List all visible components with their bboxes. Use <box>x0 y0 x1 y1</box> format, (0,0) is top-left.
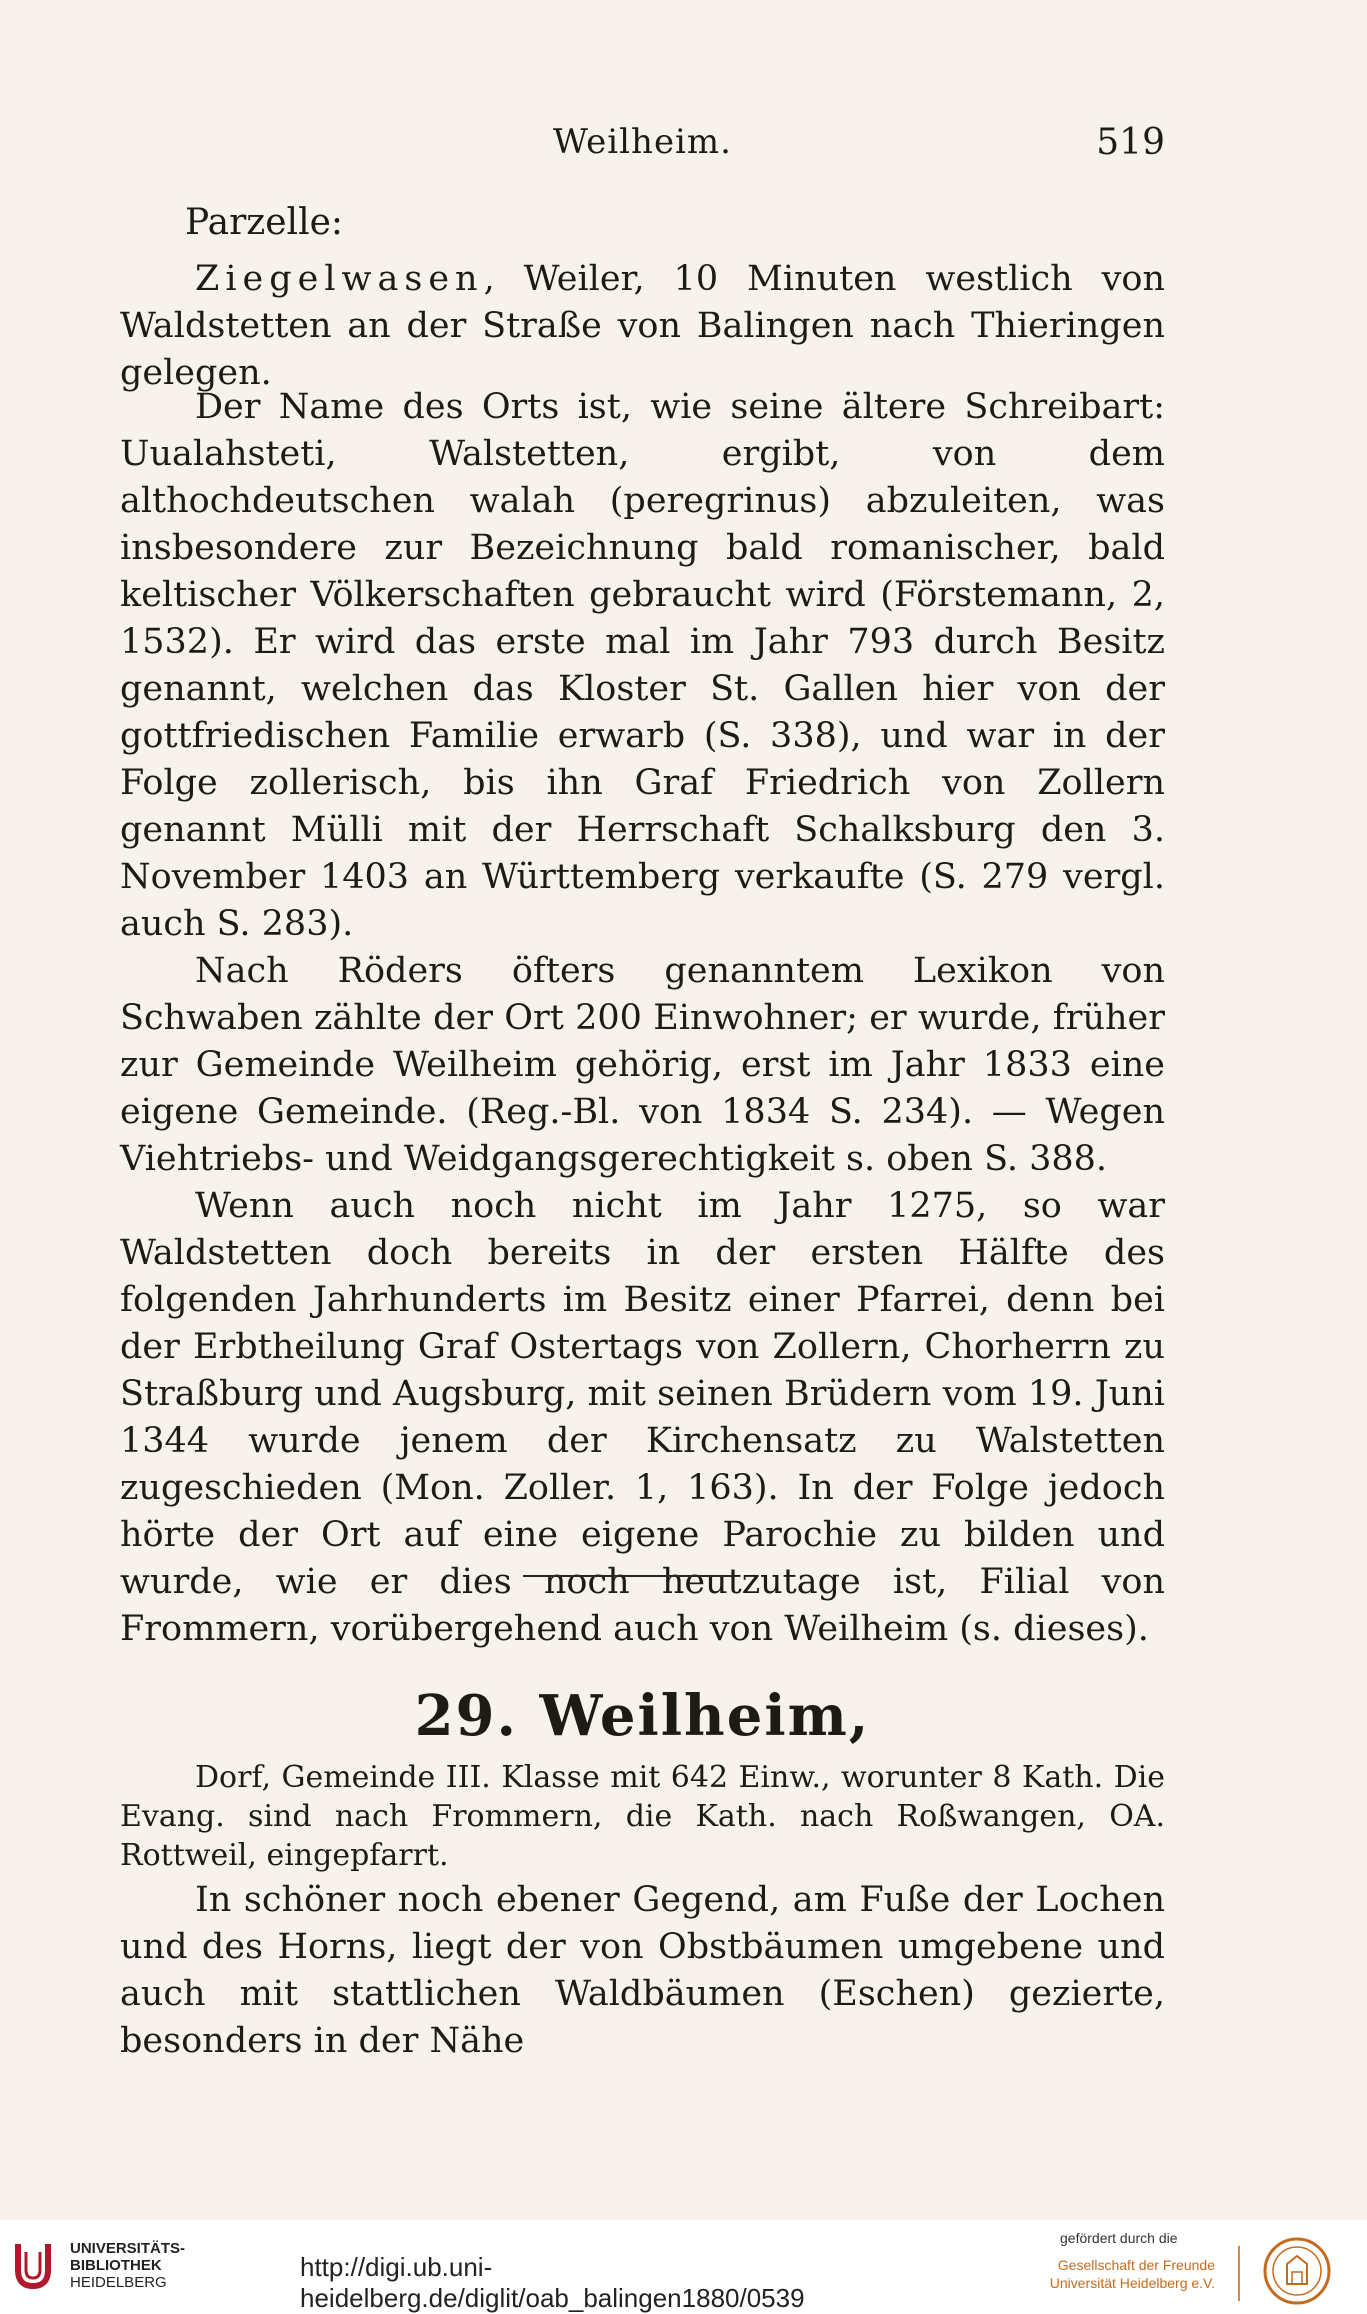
section-title: 29. Weilheim, <box>414 1683 871 1749</box>
running-title: Weilheim. <box>553 122 732 162</box>
sponsor-label: gefördert durch die <box>1060 2230 1178 2246</box>
library-name-line: BIBLIOTHEK <box>70 2257 162 2274</box>
paragraph-population: Nach Röders öfters genanntem Lexikon von Schwaben zählte der Ort 200 Einwohner; er wurde, früher zur Gemeinde Weilheim gehörig, erst im Jahr 1833 eine eigene Gemeinde. (Reg.-Bl. von 1834 S. 234). — Wegen Viehtriebs- und Weidgangsgerechtigkeit s. oben S. 388. <box>120 951 1165 1179</box>
paragraph-name-origin: Der Name des Orts ist, wie seine ältere Schreibart: Uualahsteti, Walstetten, ergibt, von dem althochdeutschen walah (peregrinus) abzuleiten, was insbesondere zur Bezeichnung bald romanischer, bald keltischer Völkerschaften gebraucht wird (Förstemann, 2, 1532). Er wird das erste mal im Jahr 793 durch Besitz genannt, welchen das Kloster St. Gallen hier von der gottfriedischen Familie erwarb (S. 338), und war in der Folge zollerisch, bis ihn Graf Friedrich von Zollern genannt Mülli mit der Herrschaft Schalksburg den 3. November 1403 an Württemberg verkaufte (S. 279 vergl. auch S. 283). <box>120 387 1165 944</box>
library-name-line: HEIDELBERG <box>70 2274 167 2291</box>
section-body-text: In schöner noch ebener Gegend, am Fuße der Lochen und des Horns, liegt der von Obstbäumen umgebene und auch mit stattlichen Waldbäumen (Eschen) gezierte, besonders in der Nähe <box>120 1880 1165 2061</box>
footer-bar <box>0 2220 1367 2313</box>
body-text <box>120 384 1165 1653</box>
source-url-link[interactable]: http://digi.ub.uni-heidelberg.de/diglit/oab_balingen1880/0539 <box>300 2252 805 2313</box>
library-logo-icon <box>12 2240 54 2294</box>
sponsor-name <box>1045 2256 1215 2292</box>
running-header <box>120 122 1165 172</box>
section-info-text: Dorf, Gemeinde III. Klasse mit 642 Einw., worunter 8 Kath. Die Evang. sind nach Frommern, die Kath. nach Roßwangen, OA. Rottweil, eingepfarrt. <box>120 1760 1165 1873</box>
parcel-entry <box>120 256 1165 397</box>
parcel-label: Parzelle: <box>185 202 344 243</box>
university-seal-icon <box>1262 2236 1332 2306</box>
parcel-entry-text: , Weiler, 10 Minuten westlich von Waldstetten an der Straße von Balingen nach Thieringen gelegen. <box>120 259 1165 393</box>
sponsor-name-line: Universität Heidelberg e.V. <box>1049 2275 1215 2291</box>
sponsor-divider <box>1238 2246 1240 2301</box>
paragraph-parish: Wenn auch noch nicht im Jahr 1275, so war Waldstetten doch bereits in der ersten Hälfte des folgenden Jahrhunderts im Besitz einer Pfarrei, denn bei der Erbtheilung Graf Ostertags von Zollern, Chorherrn zu Straßburg und Augsburg, mit seinen Brüdern vom 19. Juni 1344 wurde jenem der Kirchensatz zu Walstetten zugeschieden (Mon. Zoller. 1, 163). In der Folge jedoch hörte der Ort auf eine eigene Parochie zu bilden und wurde, wie er dies noch heutzutage ist, Filial von Frommern, vorübergehend auch von Weilheim (s. dieses). <box>120 1186 1165 1649</box>
sponsor-name-line: Gesellschaft der Freunde <box>1057 2257 1215 2273</box>
section-divider <box>523 1575 733 1577</box>
library-name <box>70 2240 185 2291</box>
section-info <box>120 1758 1165 1875</box>
page-number: 519 <box>1096 122 1165 163</box>
parcel-entry-name: Ziegelwasen <box>195 259 484 299</box>
library-name-line: UNIVERSITÄTS- <box>70 2240 186 2257</box>
section-body <box>120 1877 1165 2065</box>
